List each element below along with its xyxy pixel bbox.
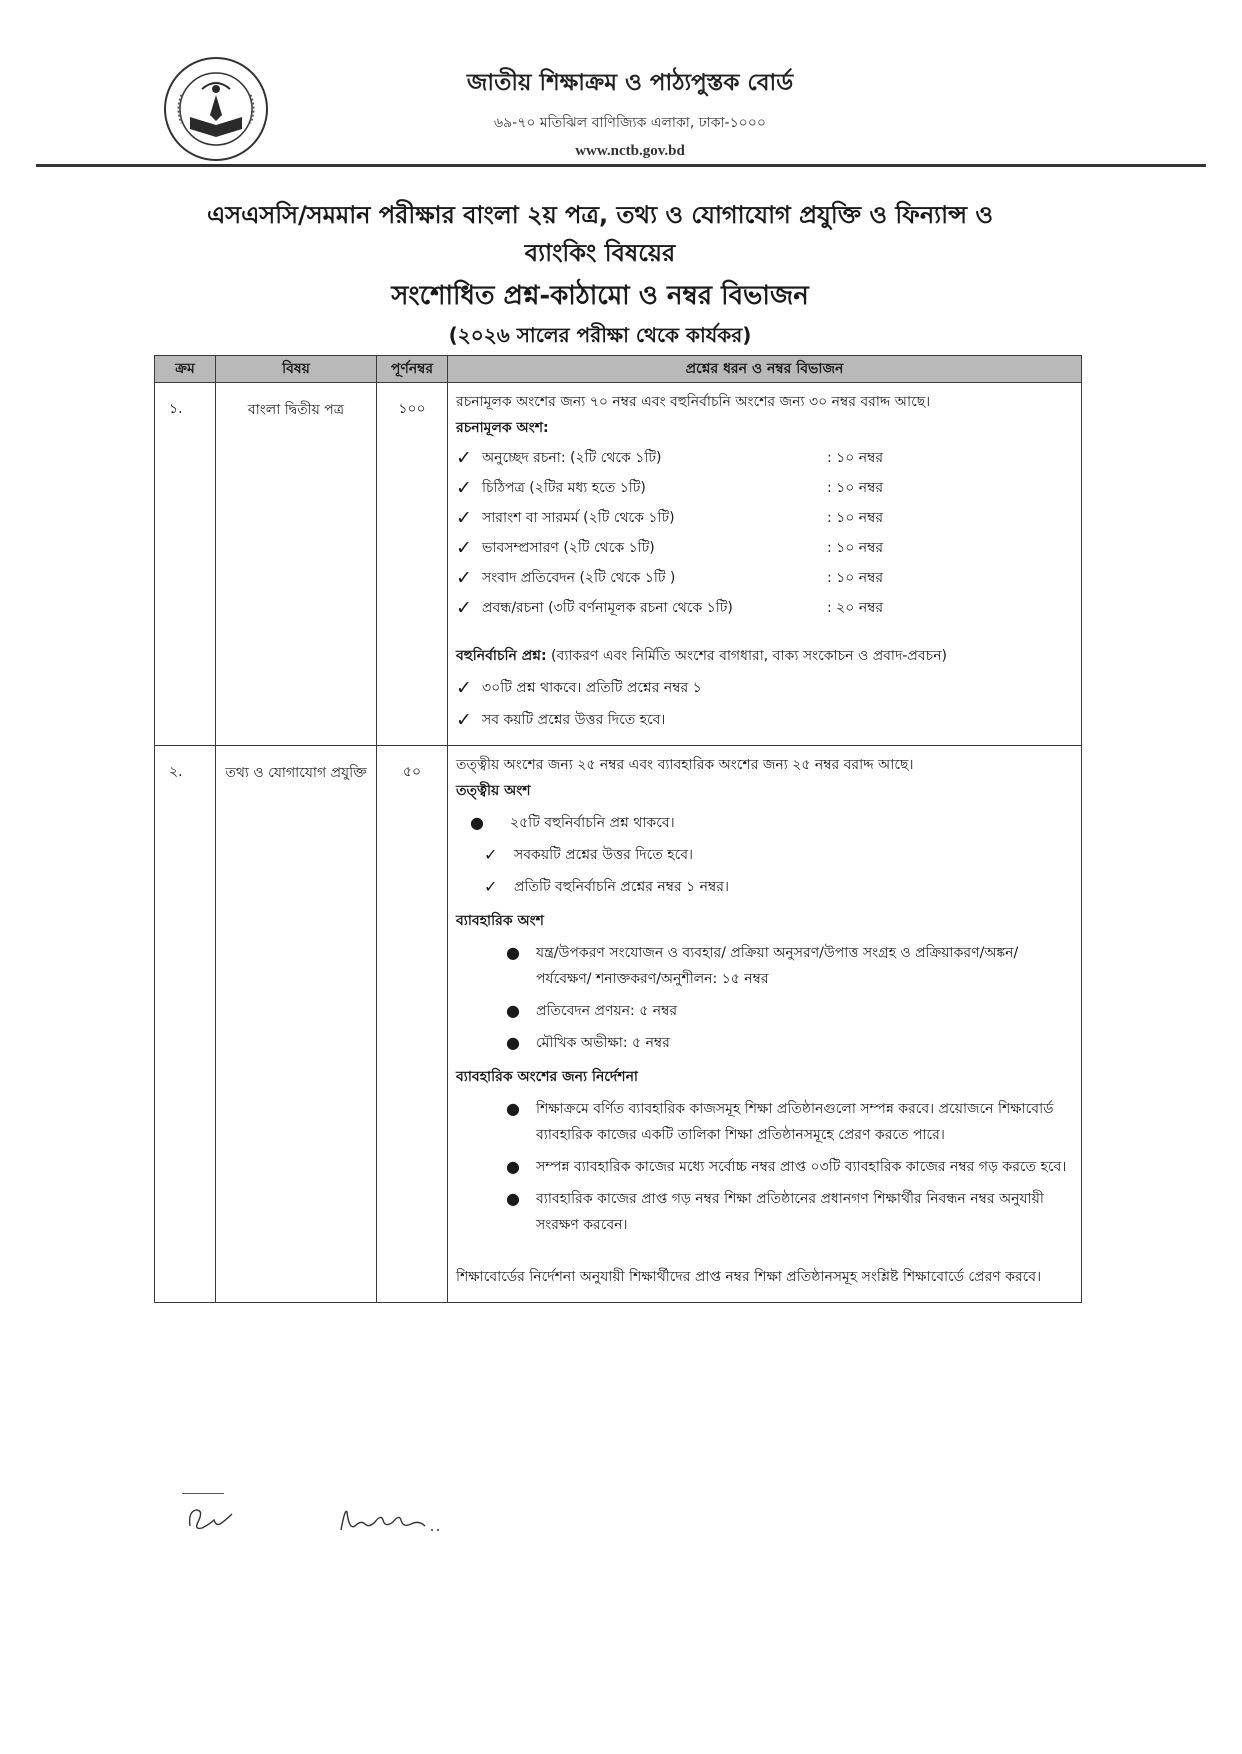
theory-section-heading: তত্ত্বীয় অংশ xyxy=(456,783,531,799)
item-marks: : ১০ নম্বর xyxy=(827,570,884,586)
item-text: সম্পন্ন ব্যাবহারিক কাজের মধ্যে সর্বোচ্চ নম্বর প্রাপ্ত ০৩টি ব্যাবহারিক কাজের নম্বর গড় করতে হবে। xyxy=(536,1159,1067,1175)
list-item xyxy=(456,595,1073,621)
creative-section-heading: রচনামূলক অংশ: xyxy=(456,420,549,436)
document-title xyxy=(100,196,1100,352)
header xyxy=(380,64,880,160)
item-text: মৌখিক অভীক্ষা: ৫ নম্বর xyxy=(536,1035,670,1051)
check-icon: ✓ xyxy=(484,877,498,896)
table-header-row xyxy=(155,356,1082,383)
header-full-marks: পূর্ণনম্বর xyxy=(377,356,448,383)
header-serial: ক্রম xyxy=(155,356,216,383)
list-item xyxy=(456,475,1073,501)
table-row xyxy=(155,383,1082,746)
list-item xyxy=(456,810,1073,836)
item-text: সবকয়টি প্রশ্নের উত্তর দিতে হবে। xyxy=(514,847,693,863)
list-item xyxy=(456,842,1073,868)
check-icon: ✓ xyxy=(456,537,472,559)
item-text: ব্যাবহারিক কাজের প্রাপ্ত গড় নম্বর শিক্ষা প্রতিষ্ঠানের প্রধানগণ শিক্ষার্থীর নিবন্ধন নম্বর অনুযায়ী সংরক্ষণ করবেন। xyxy=(536,1191,1044,1233)
item-text: সংবাদ প্রতিবেদন (২টি থেকে ১টি ) xyxy=(482,570,676,586)
guidance-section-heading: ব্যাবহারিক অংশের জন্য নির্দেশনা xyxy=(456,1069,638,1085)
marks-distribution-table xyxy=(154,355,1082,1303)
list-item xyxy=(456,535,1073,561)
row-distribution xyxy=(448,746,1082,1303)
practical-section-heading: ব্যাবহারিক অংশ xyxy=(456,913,544,929)
check-icon: ✓ xyxy=(456,567,472,589)
check-icon: ✓ xyxy=(456,477,472,499)
check-icon: ✓ xyxy=(456,507,472,529)
row-intro: রচনামূলক অংশের জন্য ৭০ নম্বর এবং বহুনির্বাচনি অংশের জন্য ৩০ নম্বর বরাদ্দ আছে। xyxy=(456,394,931,410)
row-full-marks: ৫০ xyxy=(377,746,448,1303)
header-divider xyxy=(36,164,1206,167)
list-item xyxy=(456,998,1073,1024)
bullet-icon: ● xyxy=(506,1033,520,1052)
item-text: চিঠিপত্র (২টির মধ্য হতে ১টি) xyxy=(482,480,646,496)
org-name: জাতীয় শিক্ষাক্রম ও পাঠ্যপুস্তক বোর্ড xyxy=(466,70,794,96)
item-text: যন্ত্র/উপকরণ সংযোজন ও ব্যবহার/ প্রক্রিয়া অনুসরণ/উপাত্ত সংগ্রহ ও প্রক্রিয়াকরণ/অঙ্কন/ পর্যবেক্ষণ/ শনাক্তকরণ/অনুশীলন: ১৫ নম্বর xyxy=(536,945,1019,987)
item-text: অনুচ্ছেদ রচনা: (২টি থেকে ১টি) xyxy=(482,450,662,466)
item-text: শিক্ষাক্রমে বর্ণিত ব্যাবহারিক কাজসমূহ শিক্ষা প্রতিষ্ঠানগুলো সম্পন্ন করবে। প্রয়োজনে শিক্ষাবোর্ড ব্যাবহারিক কাজের একটি তালিকা শিক্ষা প্রতিষ্ঠানসমূহে প্রেরণ করতে পারে। xyxy=(536,1101,1054,1143)
item-text: ২৫টি বহুনির্বাচনি প্রশ্ন থাকবে। xyxy=(510,815,675,831)
signature-line xyxy=(182,1493,224,1494)
item-text: প্রতিটি বহুনির্বাচনি প্রশ্নের নম্বর ১ নম্বর। xyxy=(514,879,729,895)
check-icon: ✓ xyxy=(484,845,498,864)
check-icon: ✓ xyxy=(456,447,472,469)
list-item xyxy=(456,1154,1073,1180)
mcq-heading: বহুনির্বাচনি প্রশ্ন: xyxy=(456,648,547,664)
table-row xyxy=(155,746,1082,1303)
list-item xyxy=(456,874,1073,900)
bullet-icon: ● xyxy=(506,1001,520,1020)
item-text: ভাবসম্প্রসারণ (২টি থেকে ১টি) xyxy=(482,540,655,556)
bullet-icon: ● xyxy=(506,1099,520,1118)
item-text: সব কয়টি প্রশ্নের উত্তর দিতে হবে। xyxy=(482,712,666,728)
bullet-icon: ● xyxy=(506,1157,520,1176)
row-full-marks: ১০০ xyxy=(377,383,448,746)
item-marks: : ২০ নম্বর xyxy=(827,600,884,616)
title-line-3: সংশোধিত প্রশ্ন-কাঠামো ও নম্বর বিভাজন xyxy=(391,281,809,311)
mcq-description: (ব্যাকরণ এবং নির্মিতি অংশের বাগধারা, বাক্য সংকোচন ও প্রবাদ-প্রবচন) xyxy=(546,648,948,664)
row-distribution xyxy=(448,383,1082,746)
nctb-logo xyxy=(162,55,270,163)
org-website: www.nctb.gov.bd xyxy=(575,143,685,159)
list-item xyxy=(456,940,1073,992)
list-item xyxy=(456,707,1073,733)
bullet-icon: ● xyxy=(470,813,484,832)
item-marks: : ১০ নম্বর xyxy=(827,510,884,526)
list-item xyxy=(456,1186,1073,1238)
title-line-4: (২০২৬ সালের পরীক্ষা থেকে কার্যকর) xyxy=(448,323,752,347)
row-intro: তত্ত্বীয় অংশের জন্য ২৫ নম্বর এবং ব্যাবহারিক অংশের জন্য ২৫ নম্বর বরাদ্দ আছে। xyxy=(456,757,914,773)
org-address: ৬৯-৭০ মতিঝিল বাণিজ্যিক এলাকা, ঢাকা-১০০০ xyxy=(494,115,766,131)
list-item xyxy=(456,445,1073,471)
header-subject: বিষয় xyxy=(216,356,377,383)
list-item xyxy=(456,565,1073,591)
row-subject: তথ্য ও যোগাযোগ প্রযুক্তি xyxy=(216,746,377,1303)
row-serial: ১. xyxy=(155,383,216,746)
signature-2 xyxy=(335,1500,445,1540)
item-text: প্রবন্ধ/রচনা (৩টি বর্ণনামূলক রচনা থেকে ১টি) xyxy=(482,600,733,616)
list-item xyxy=(456,1096,1073,1148)
list-item xyxy=(456,505,1073,531)
item-text: প্রতিবেদন প্রণয়ন: ৫ নম্বর xyxy=(536,1003,678,1019)
title-line-1: এসএসসি/সমমান পরীক্ষার বাংলা ২য় পত্র, তথ্য ও যোগাযোগ প্রযুক্তি ও ফিন্যান্স ও xyxy=(207,201,993,229)
item-text: সারাংশ বা সারমর্ম (২টি থেকে ১টি) xyxy=(482,510,675,526)
header-distribution: প্রশ্নের ধরন ও নম্বর বিভাজন xyxy=(448,356,1082,383)
check-icon: ✓ xyxy=(456,597,472,619)
item-text: ৩০টি প্রশ্ন থাকবে। প্রতিটি প্রশ্নের নম্বর ১ xyxy=(482,680,702,696)
bullet-icon: ● xyxy=(506,1189,520,1208)
item-marks: : ১০ নম্বর xyxy=(827,480,884,496)
title-line-2: ব্যাংকিং বিষয়ের xyxy=(524,239,676,267)
check-icon: ✓ xyxy=(456,709,472,731)
row-subject: বাংলা দ্বিতীয় পত্র xyxy=(216,383,377,746)
list-item xyxy=(456,675,1073,701)
bullet-icon: ● xyxy=(506,943,520,962)
final-note: শিক্ষাবোর্ডের নির্দেশনা অনুযায়ী শিক্ষার্থীদের প্রাপ্ত নম্বর শিক্ষা প্রতিষ্ঠানসমূহ সংশ্লিষ্ট শিক্ষাবোর্ডে প্রেরণ করবে। xyxy=(456,1269,1042,1285)
signature-1 xyxy=(184,1498,240,1538)
item-marks: : ১০ নম্বর xyxy=(827,540,884,556)
list-item xyxy=(456,1030,1073,1056)
item-marks: : ১০ নম্বর xyxy=(827,450,884,466)
mcq-paragraph xyxy=(456,643,1073,669)
row-serial: ২. xyxy=(155,746,216,1303)
check-icon: ✓ xyxy=(456,677,472,699)
